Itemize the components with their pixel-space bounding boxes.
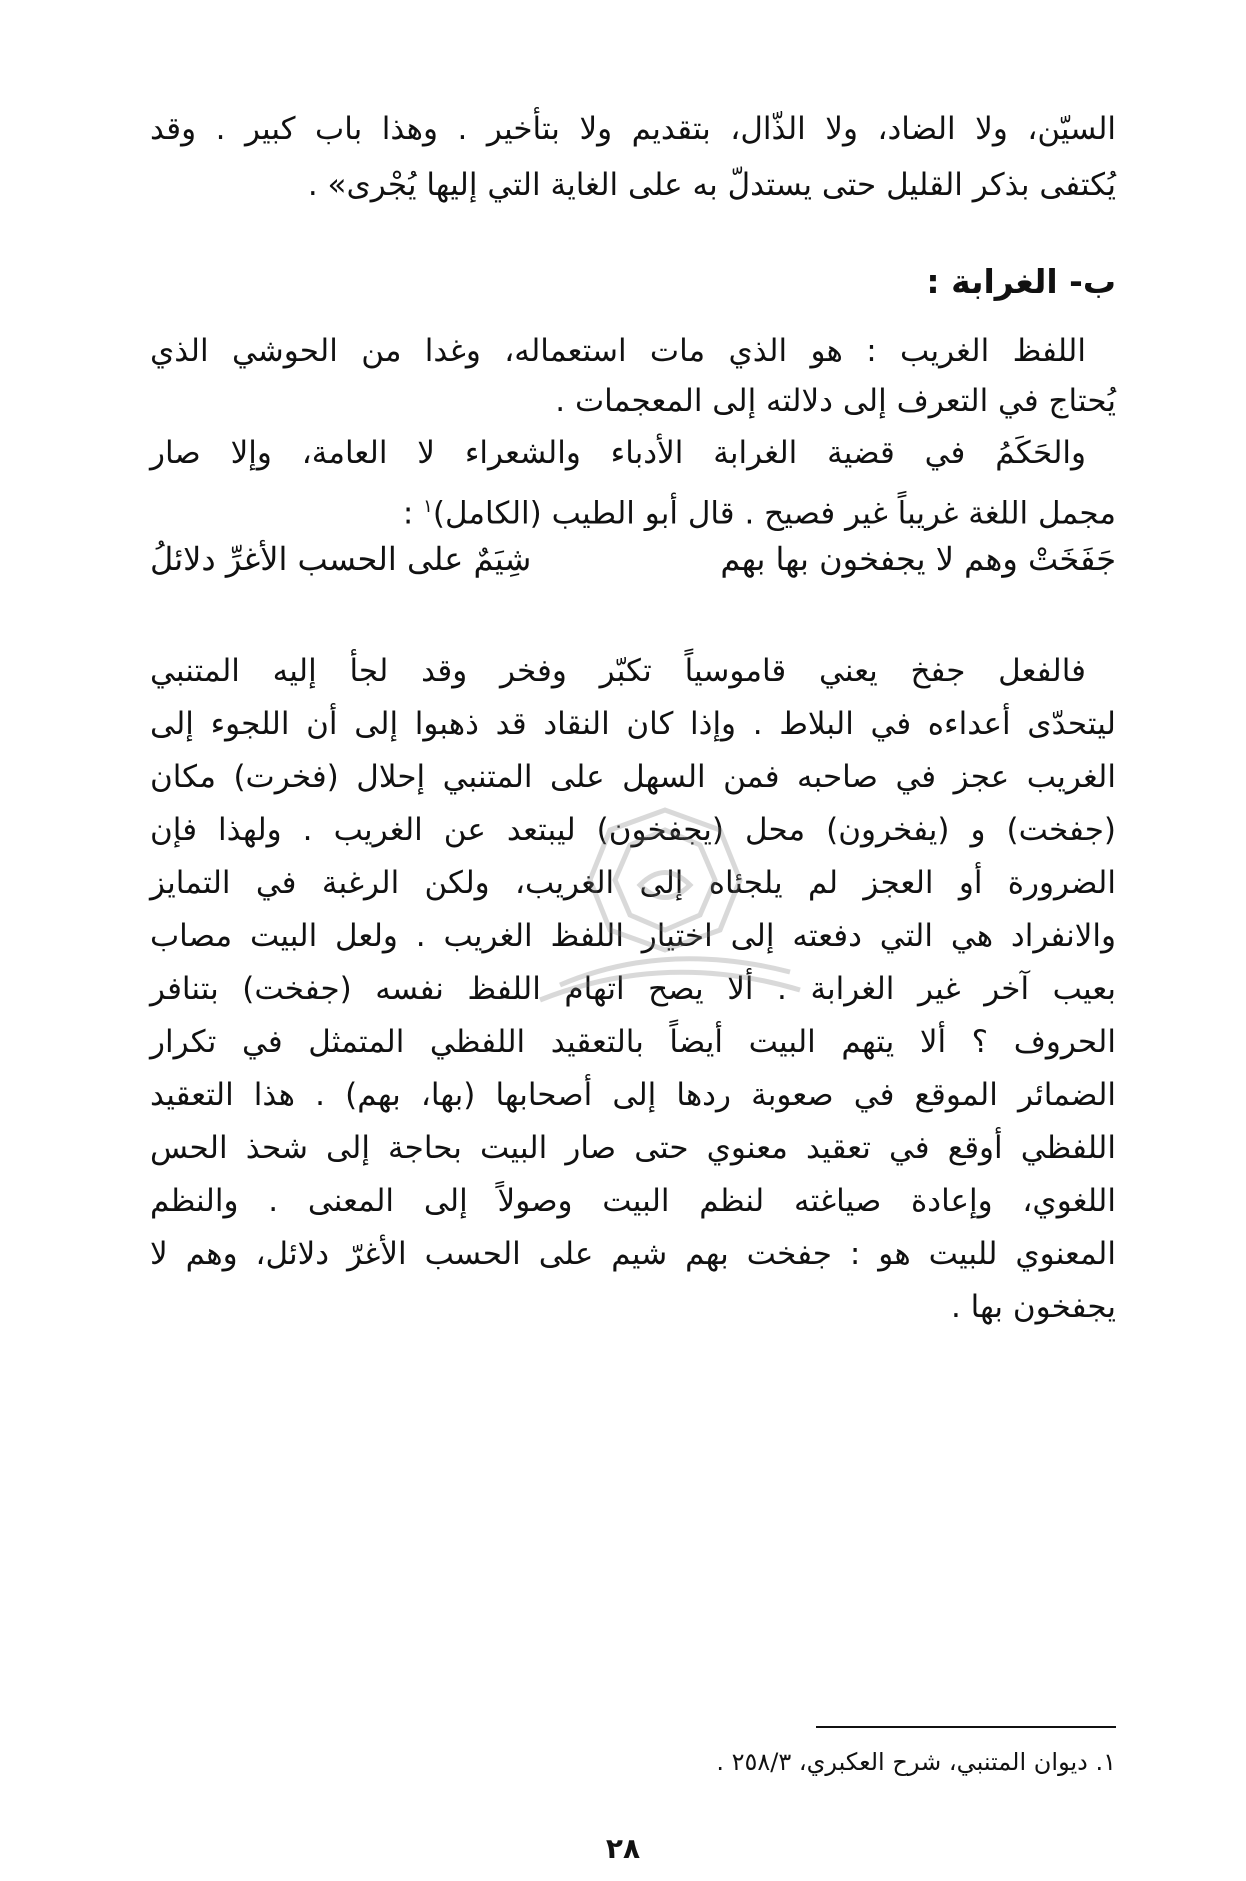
text-line: اللغوي، وإعادة صياغته لنظم البيت وصولاً إلى المعنى . والنظم	[150, 1183, 1116, 1219]
text-line: والحَكَمُ في قضية الغرابة الأدباء والشعراء لا العامة، وإلا صار	[150, 435, 1086, 471]
footnote-marker: ١	[423, 496, 433, 517]
text-line: بعيب آخر غير الغرابة . ألا يصح اتهام اللفظ نفسه (جفخت) بتنافر	[150, 971, 1116, 1007]
text-line	[150, 486, 1116, 534]
verse-first-hemistich: جَفَخَتْ وهم لا يجفخون بها بهم	[720, 540, 1116, 578]
text-line-content: مجمل اللغة غريباً غير فصيح . قال أبو الطيب (الكامل)	[432, 495, 1116, 532]
text-line: الحروف ؟ ألا يتهم البيت أيضاً بالتعقيد اللفظي المتمثل في تكرار	[150, 1024, 1116, 1060]
library-watermark-icon	[500, 800, 830, 1020]
page-number: ٢٨	[605, 1832, 641, 1865]
text-line: فالفعل جفخ يعني قاموسياً تكبّر وفخر وقد لجأ إليه المتنبي	[150, 653, 1086, 689]
text-line: اللفظي أوقع في تعقيد معنوي حتى صار البيت بحاجة إلى شحذ الحس	[150, 1130, 1116, 1166]
section-heading: ب- الغرابة :	[926, 262, 1116, 301]
verse-second-hemistich: شِيَمٌ على الحسب الأغرِّ دلائلُ	[150, 540, 532, 578]
text-line: الضمائر الموقع في صعوبة ردها إلى أصحابها (بها، بهم) . هذا التعقيد	[150, 1077, 1116, 1113]
footnote-separator	[816, 1726, 1116, 1728]
text-line: والانفراد هي التي دفعته إلى اختيار اللفظ الغريب . ولعل البيت مصاب	[150, 918, 1116, 954]
text-line: يُحتاج في التعرف إلى دلالته إلى المعجمات .	[555, 383, 1116, 419]
text-line: يجفخون بها .	[950, 1289, 1116, 1325]
text-line: (جفخت) و (يفخرون) محل (يجفخون) ليبتعد عن الغريب . ولهذا فإن	[150, 812, 1116, 848]
text-line: ليتحدّى أعداءه في البلاط . وإذا كان النقاد قد ذهبوا إلى أن اللجوء إلى	[150, 706, 1116, 742]
text-line: الغريب عجز في صاحبه فمن السهل على المتنبي إحلال (فخرت) مكان	[150, 759, 1116, 795]
text-line: اللفظ الغريب : هو الذي مات استعماله، وغدا من الحوشي الذي	[150, 333, 1086, 369]
text-line: الضرورة أو العجز لم يلجئاه إلى الغريب، ولكن الرغبة في التمايز	[150, 865, 1116, 901]
text-line: السيّن، ولا الضاد، ولا الذّال، بتقديم ولا بتأخير . وهذا باب كبير . وقد	[150, 111, 1116, 147]
text-line: المعنوي للبيت هو : جفخت بهم شيم على الحسب الأغرّ دلائل، وهم لا	[150, 1236, 1116, 1272]
footnote: ١. ديوان المتنبي، شرح العكبري، ٢٥٨/٣ .	[716, 1748, 1116, 1776]
text-line-suffix: :	[402, 495, 424, 532]
text-line: يُكتفى بذكر القليل حتى يستدلّ به على الغاية التي إليها يُجْرى» .	[307, 167, 1116, 203]
